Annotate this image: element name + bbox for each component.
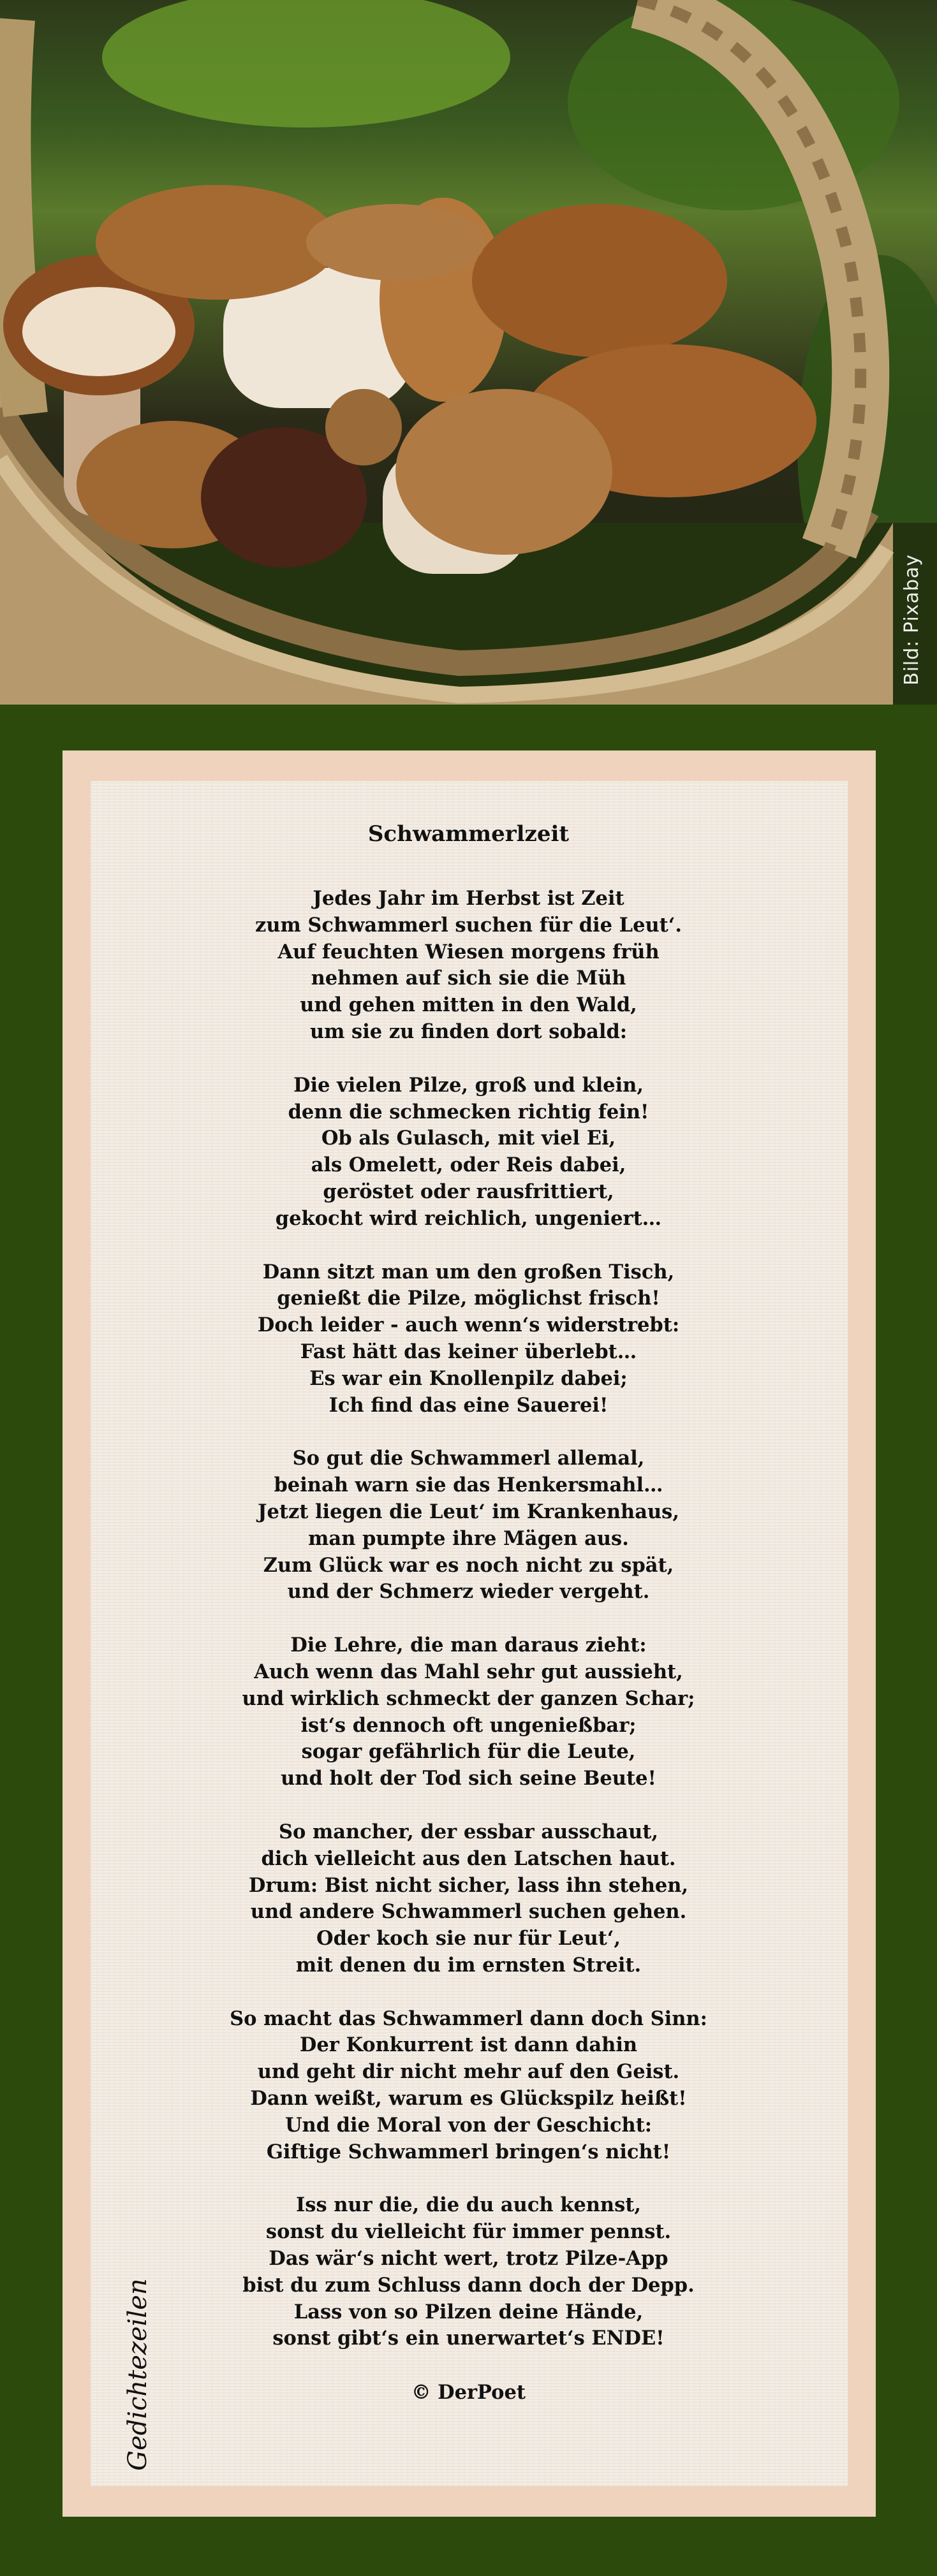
poem-line: ist‘s dennoch oft ungenießbar; [300, 1713, 637, 1737]
stanza [0, 1632, 937, 1792]
signature-text: Gedichtezeilen [123, 2278, 152, 2471]
poem-line: Auf feuchten Wiesen morgens früh [277, 940, 660, 963]
poem-line: sonst gibt‘s ein unerwartet‘s ENDE! [272, 2327, 665, 2350]
poem-line: Dann sitzt man um den großen Tisch, [262, 1260, 675, 1284]
poem-line: nehmen auf sich sie die Müh [311, 967, 626, 990]
poem-line: Ob als Gulasch, mit viel Ei, [321, 1127, 616, 1150]
poem-line: Fast hätt das keiner überlebt… [300, 1340, 637, 1363]
poem-line: Oder koch sie nur für Leut‘, [316, 1927, 621, 1950]
photo-credit: Bild: Pixabay [901, 553, 923, 685]
poem-line: zum Schwammerl suchen für die Leut‘. [255, 913, 682, 937]
poem-line: denn die schmecken richtig fein! [288, 1100, 649, 1123]
signature [112, 2278, 163, 2474]
stanza [0, 2006, 937, 2166]
poem-line: genießt die Pilze, möglichst frisch! [277, 1287, 660, 1310]
poem-line: Das wär‘s nicht wert, trotz Pilze-App [269, 2247, 668, 2271]
mushroom-illustration [0, 0, 937, 705]
poem-line: Ich find das eine Sauerei! [328, 1393, 609, 1417]
poem-line: Die Lehre, die man daraus zieht: [290, 1634, 647, 1657]
poem-title: Schwammerlzeit [367, 821, 570, 847]
poem-line: und wirklich schmeckt der ganzen Schar; [242, 1687, 695, 1710]
stanza [0, 1072, 937, 1233]
poem-line: dich vielleicht aus den Latschen haut. [261, 1847, 676, 1870]
stanza [0, 886, 937, 1046]
poem-line: Und die Moral von der Geschicht: [284, 2113, 653, 2137]
poem-line: Die vielen Pilze, groß und klein, [293, 1073, 644, 1097]
poem-line: Giftige Schwammerl bringen‘s nicht! [266, 2140, 671, 2163]
poem-line: Iss nur die, die du auch kennst, [296, 2193, 641, 2217]
poem-line: Jedes Jahr im Herbst ist Zeit [313, 887, 624, 910]
stanza [0, 1259, 937, 1419]
poem-line: um sie zu finden dort sobald: [309, 1020, 628, 1043]
poem-line: Jetzt liegen die Leut‘ im Krankenhaus, [258, 1500, 679, 1523]
stanza [0, 1445, 937, 1606]
mushroom-basket-photo [0, 0, 937, 705]
poem-line: als Omelett, oder Reis dabei, [311, 1153, 626, 1177]
stanza [0, 1819, 937, 1979]
poem-line: und geht dir nicht mehr auf den Geist. [257, 2060, 680, 2084]
poem-line: man pumpte ihre Mägen aus. [308, 1526, 629, 1550]
poem-line: Doch leider - auch wenn‘s widerstrebt: [257, 1314, 680, 1337]
poem [0, 821, 937, 2406]
poem-line: Dann weißt, warum es Glückspilz heißt! [250, 2087, 687, 2111]
poem-line: Auch wenn das Mahl sehr gut aussieht, [254, 1660, 683, 1683]
poem-line: Lass von so Pilzen deine Hände, [293, 2300, 644, 2324]
poem-line: sonst du vielleicht für immer pennst. [265, 2220, 672, 2244]
poem-author: © DerPoet [411, 2381, 526, 2404]
poem-line: und andere Schwammerl suchen gehen. [250, 1900, 687, 1924]
poem-line: und gehen mitten in den Wald, [300, 993, 637, 1017]
poem-line: So mancher, der essbar ausschaut, [278, 1820, 659, 1843]
poem-line: Der Konkurrent ist dann dahin [299, 2033, 638, 2057]
poem-line: und holt der Tod sich seine Beute! [281, 1767, 656, 1790]
poem-line: So gut die Schwammerl allemal, [292, 1447, 645, 1470]
poem-line: So macht das Schwammerl dann doch Sinn: [230, 2007, 707, 2030]
poem-line: sogar gefährlich für die Leute, [301, 1740, 636, 1764]
poem-line: beinah warn sie das Henkersmahl… [274, 1474, 663, 1497]
poem-line: Drum: Bist nicht sicher, lass ihn stehen, [248, 1873, 689, 1897]
poem-line: geröstet oder rausfrittiert, [323, 1180, 614, 1203]
poem-line: Es war ein Knollenpilz dabei; [309, 1366, 628, 1390]
poem-line: gekocht wird reichlich, ungeniert… [275, 1206, 662, 1230]
poem-line: Zum Glück war es noch nicht zu spät, [263, 1553, 674, 1577]
poem-stanzas [0, 886, 937, 2352]
poem-line: mit denen du im ernsten Streit. [295, 1953, 642, 1977]
poem-line: bist du zum Schluss dann doch der Depp. [242, 2273, 695, 2297]
poem-line: und der Schmerz wieder vergeht. [287, 1580, 650, 1604]
